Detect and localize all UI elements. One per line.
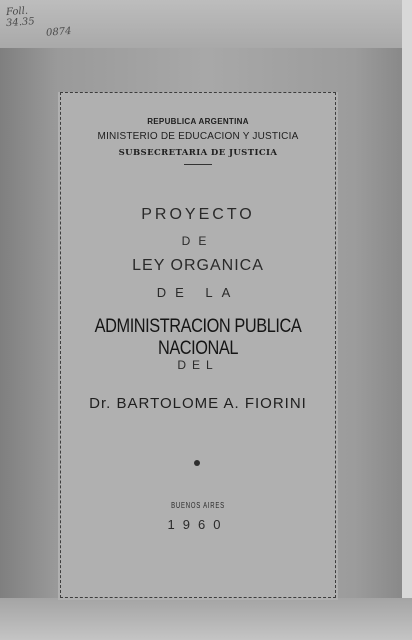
del-text: DEL (177, 358, 219, 372)
handwritten-line-2: 34.35 (5, 16, 36, 30)
document-title: ADMINISTRACION PUBLICA NACIONAL (94, 316, 302, 359)
publication-city: BUENOS AIRES (171, 501, 225, 510)
de-text: DE (181, 234, 215, 248)
heading-rule (184, 164, 212, 165)
handwritten-line-1: Foll. (5, 5, 29, 19)
author-name: Dr. BARTOLOME A. FIORINI (89, 395, 307, 412)
ornament-dot-icon (194, 460, 200, 466)
country-heading: REPUBLICA ARGENTINA (147, 117, 249, 126)
scan-bottom-band (0, 598, 412, 640)
de-la-text: DE LA (156, 285, 240, 300)
subsecretariat-heading: SUBSECRETARIA DE JUSTICIA (118, 148, 278, 158)
cover-page (58, 92, 338, 600)
ley-organica-text: LEY ORGANICA (132, 257, 264, 274)
ministry-heading: MINISTERIO DE EDUCACION Y JUSTICIA (97, 131, 299, 142)
proyecto-text: PROYECTO (141, 206, 255, 223)
handwritten-note (6, 4, 96, 54)
publication-year: 1960 (167, 517, 229, 532)
scan-right-edge (402, 0, 412, 640)
handwritten-line-3: 0874 (45, 25, 72, 39)
